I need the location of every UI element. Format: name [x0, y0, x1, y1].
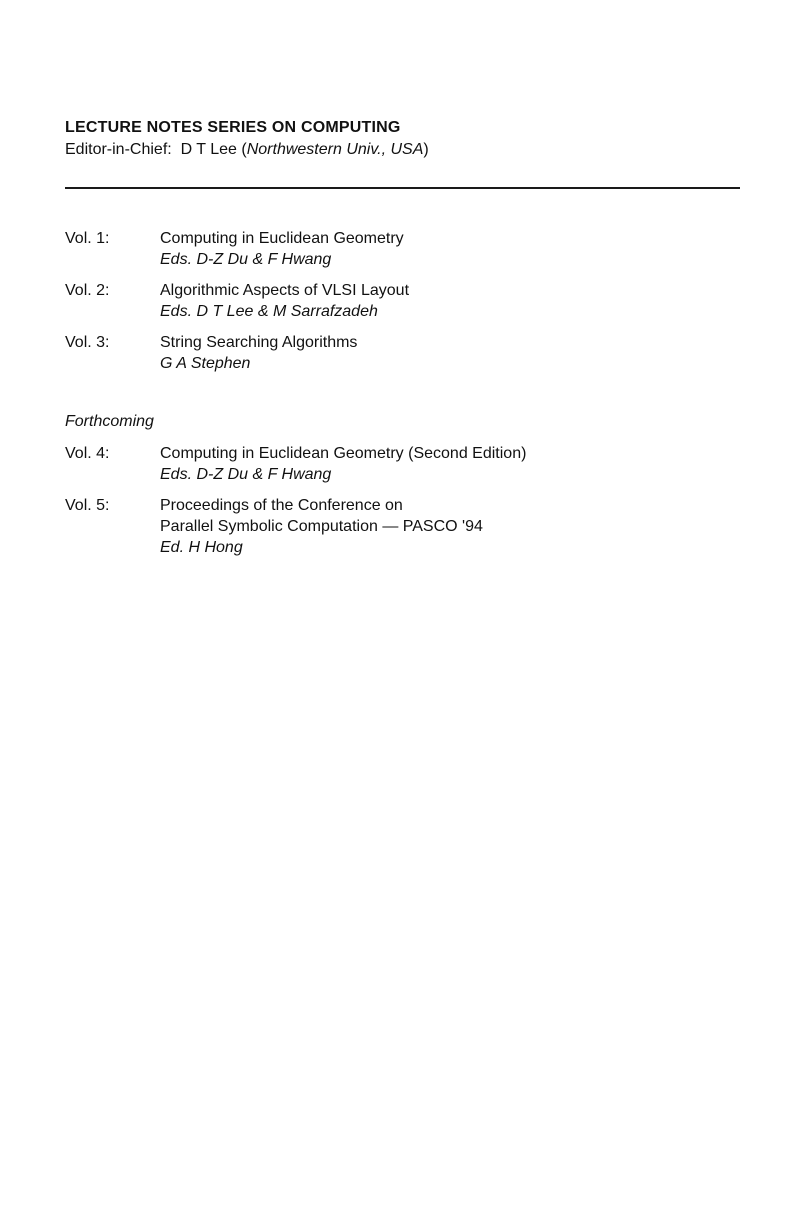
volume-details: [160, 228, 745, 270]
volume-details: [160, 495, 745, 558]
volume-number: Vol. 4:: [65, 445, 110, 462]
forthcoming-heading: Forthcoming: [65, 413, 154, 430]
editor-name: D T Lee: [180, 141, 237, 158]
volume-title: String Searching Algorithms: [160, 334, 358, 351]
volume-title: Computing in Euclidean Geometry (Second Edition): [160, 445, 527, 462]
editor-prefix: Editor-in-Chief:: [65, 141, 172, 158]
header-divider: [65, 187, 740, 189]
volume-title-line-2: Parallel Symbolic Computation — PASCO '94: [160, 518, 483, 535]
volume-title-line-1: Proceedings of the Conference on: [160, 497, 403, 514]
volume-title: Algorithmic Aspects of VLSI Layout: [160, 282, 410, 299]
volume-details: [160, 332, 745, 374]
editor-affiliation: Northwestern Univ., USA: [246, 141, 424, 158]
volume-editors: Eds. D T Lee & M Sarrafzadeh: [160, 303, 378, 320]
volume-number: Vol. 3:: [65, 334, 110, 351]
volume-title: Computing in Euclidean Geometry: [160, 230, 404, 247]
volume-details: [160, 280, 745, 322]
volume-editors: Eds. D-Z Du & F Hwang: [160, 251, 332, 268]
volume-number: Vol. 5:: [65, 497, 110, 514]
volume-editors: G A Stephen: [160, 355, 251, 372]
volume-details: [160, 443, 745, 485]
volume-number: Vol. 1:: [65, 230, 110, 247]
series-title: LECTURE NOTES SERIES ON COMPUTING: [65, 119, 401, 136]
volume-number: Vol. 2:: [65, 282, 110, 299]
volume-editors: Ed. H Hong: [160, 539, 243, 556]
volume-editors: Eds. D-Z Du & F Hwang: [160, 466, 332, 483]
editor-in-chief-line: Editor-in-Chief: D T Lee (Northwestern Univ., USA): [65, 141, 429, 158]
